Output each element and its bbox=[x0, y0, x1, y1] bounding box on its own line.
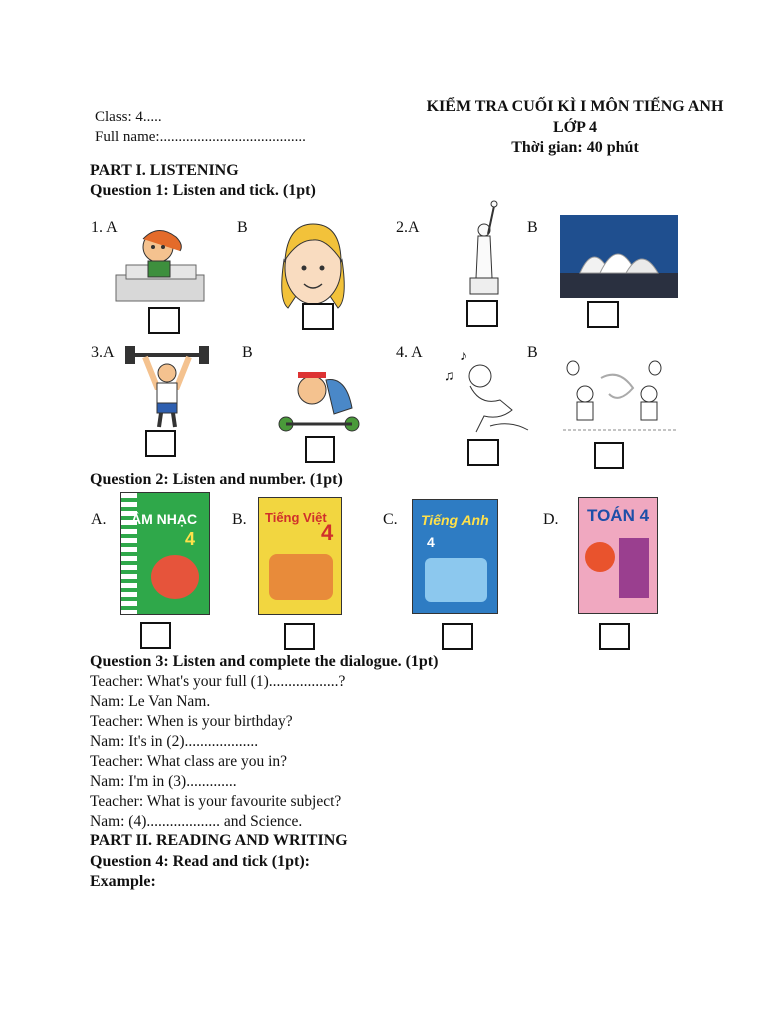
dialogue-line-4: Nam: It's in (2)................... bbox=[90, 733, 259, 750]
q2-number-box-d[interactable] bbox=[599, 623, 630, 650]
dialogue-line-5: Teacher: What class are you in? bbox=[90, 753, 288, 770]
girl-face-image bbox=[274, 220, 352, 310]
q4-example: Example: bbox=[90, 873, 156, 890]
q1-tick-box-3b[interactable] bbox=[305, 436, 335, 463]
q2-title: Question 2: Listen and number. (1pt) bbox=[90, 471, 343, 488]
weightlifter-image bbox=[125, 343, 210, 429]
svg-text:♫: ♫ bbox=[444, 369, 455, 384]
dialogue-line-3: Teacher: When is your birthday? bbox=[90, 713, 293, 730]
dialogue-line-2: Nam: Le Van Nam. bbox=[90, 693, 211, 710]
dialogue-line-8: Nam: (4)................... and Science. bbox=[90, 813, 303, 830]
q4-title: Question 4: Read and tick (1pt): bbox=[90, 853, 311, 870]
q2-label-d: D. bbox=[543, 511, 559, 528]
q2-number-box-b[interactable] bbox=[284, 623, 315, 650]
q1-tick-box-4b[interactable] bbox=[594, 442, 624, 469]
book-am-nhac-title: ÂM NHẠC bbox=[131, 511, 198, 527]
q1-tick-box-2b[interactable] bbox=[587, 301, 619, 328]
book-toan-title: TOÁN 4 bbox=[587, 506, 650, 525]
exam-time: Thời gian: 40 phút bbox=[511, 139, 639, 156]
q1-label-4a: 4. A bbox=[396, 344, 423, 361]
book-toan bbox=[578, 497, 658, 614]
badminton-kids-image bbox=[563, 360, 676, 436]
q2-label-a: A. bbox=[91, 511, 107, 528]
book-tieng-viet bbox=[258, 497, 342, 615]
q3-title: Question 3: Listen and complete the dialogue. (1pt) bbox=[90, 653, 439, 670]
q1-label-1a: 1. A bbox=[91, 219, 118, 236]
sydney-opera-house-image bbox=[560, 215, 678, 298]
q1-label-3a: 3.A bbox=[91, 344, 115, 361]
book-tieng-viet-number: 4 bbox=[321, 520, 334, 545]
book-am-nhac-number: 4 bbox=[185, 529, 196, 549]
singing-boy-image bbox=[440, 346, 530, 434]
dialogue-line-6: Nam: I'm in (3)............. bbox=[90, 773, 237, 790]
q1-tick-box-3a[interactable] bbox=[145, 430, 176, 457]
class-line: Class: 4..... bbox=[95, 109, 162, 125]
q2-number-box-a[interactable] bbox=[140, 622, 171, 649]
q1-label-3b: B bbox=[242, 344, 253, 361]
q1-tick-box-1a[interactable] bbox=[148, 307, 180, 334]
q1-title: Question 1: Listen and tick. (1pt) bbox=[90, 182, 316, 199]
book-tieng-anh-title: Tiếng Anh bbox=[421, 512, 489, 528]
exam-grade: LỚP 4 bbox=[552, 119, 597, 136]
dialogue-line-1: Teacher: What's your full (1)..................? bbox=[90, 673, 346, 690]
q1-label-1b: B bbox=[237, 219, 248, 236]
tired-lifter-image bbox=[274, 368, 364, 434]
dialogue-line-7: Teacher: What is your favourite subject? bbox=[90, 793, 342, 810]
book-tieng-anh bbox=[412, 499, 498, 614]
statue-of-liberty-image bbox=[462, 200, 506, 296]
q1-tick-box-2a[interactable] bbox=[466, 300, 498, 327]
part1-title: PART I. LISTENING bbox=[90, 162, 239, 179]
q1-tick-box-4a[interactable] bbox=[467, 439, 499, 466]
q1-label-4b: B bbox=[527, 344, 538, 361]
q1-label-2a: 2.A bbox=[396, 219, 420, 236]
q1-label-2b: B bbox=[527, 219, 538, 236]
full-name-line: Full name:....................................... bbox=[95, 129, 306, 145]
svg-text:♪: ♪ bbox=[460, 349, 467, 364]
q1-tick-box-1b[interactable] bbox=[302, 303, 334, 330]
q2-number-box-c[interactable] bbox=[442, 623, 473, 650]
q2-label-b: B. bbox=[232, 511, 247, 528]
exam-title: KIỂM TRA CUỐI KÌ I MÔN TIẾNG ANH bbox=[426, 98, 724, 115]
part2-title: PART II. READING AND WRITING bbox=[90, 832, 348, 849]
book-am-nhac bbox=[120, 492, 210, 615]
book-tieng-viet-title: Tiếng Việt bbox=[265, 510, 327, 525]
book-tieng-anh-number: 4 bbox=[427, 534, 435, 550]
bored-boy-image bbox=[110, 225, 210, 305]
q2-label-c: C. bbox=[383, 511, 398, 528]
